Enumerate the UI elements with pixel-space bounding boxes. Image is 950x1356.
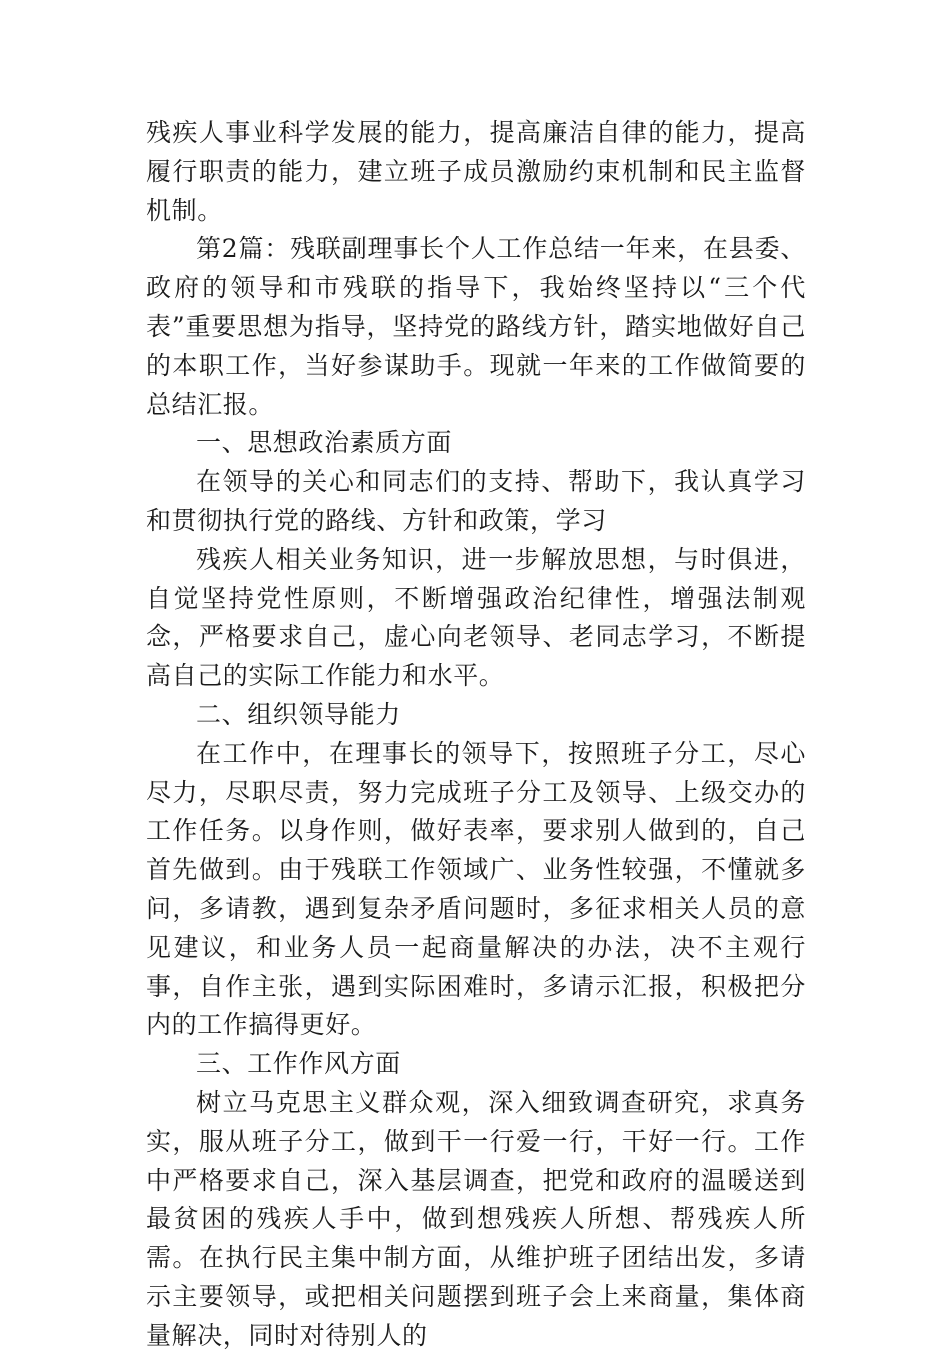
section-heading-2: 二、组织领导能力: [196, 699, 401, 729]
paragraph-continuation: 残疾人事业科学发展的能力，提高廉洁自律的能力，提高履行职责的能力，建立班子成员激励约束机制和民主监督机制。: [146, 118, 806, 225]
paragraph-section-1b: 残疾人相关业务知识，进一步解放思想，与时俱进，自觉坚持党性原则，不断增强政治纪律性，增强法制观念，严格要求自己，虚心向老领导、老同志学习，不断提高自己的实际工作能力和水平。: [146, 544, 806, 691]
section-heading-1: 一、思想政治素质方面: [196, 428, 453, 458]
paragraph-section-2: 在工作中，在理事长的领导下，按照班子分工，尽心尽力，尽职尽责，努力完成班子分工及领导、上级交办的工作任务。以身作则，做好表率，要求别人做到的，自己首先做到。由于残联工作领域广、业务性较强，不懂就多问，多请教，遇到复杂矛盾问题时，多征求相关人员的意见建议，和业务人员一起商量解决的办法，决不主观行事，自作主张，遇到实际困难时，多请示汇报，积极把分内的工作搞得更好。: [146, 738, 806, 1040]
document-body: [146, 114, 806, 1356]
paragraph-section-3: 树立马克思主义群众观，深入细致调查研究，求真务实，服从班子分工，做到干一行爱一行，干好一行。工作中严格要求自己，深入基层调查，把党和政府的温暖送到最贫困的残疾人手中，做到想残疾人所想、帮残疾人所需。在执行民主集中制方面，从维护班子团结出发，多请示主要领导，或把相关问题摆到班子会上来商量，集体商量解决，同时对待别人的: [146, 1087, 806, 1350]
paragraph-intro: 第2篇：残联副理事长个人工作总结一年来，在县委、政府的领导和市残联的指导下，我始终坚持以“三个代表”重要思想为指导，坚持党的路线方针，踏实地做好自己的本职工作，当好参谋助手。现就一年来的工作做简要的总结汇报。: [146, 234, 806, 419]
paragraph-section-1a: 在领导的关心和同志们的支持、帮助下，我认真学习和贯彻执行党的路线、方针和政策，学习: [146, 467, 806, 535]
section-heading-3: 三、工作作风方面: [196, 1049, 401, 1079]
